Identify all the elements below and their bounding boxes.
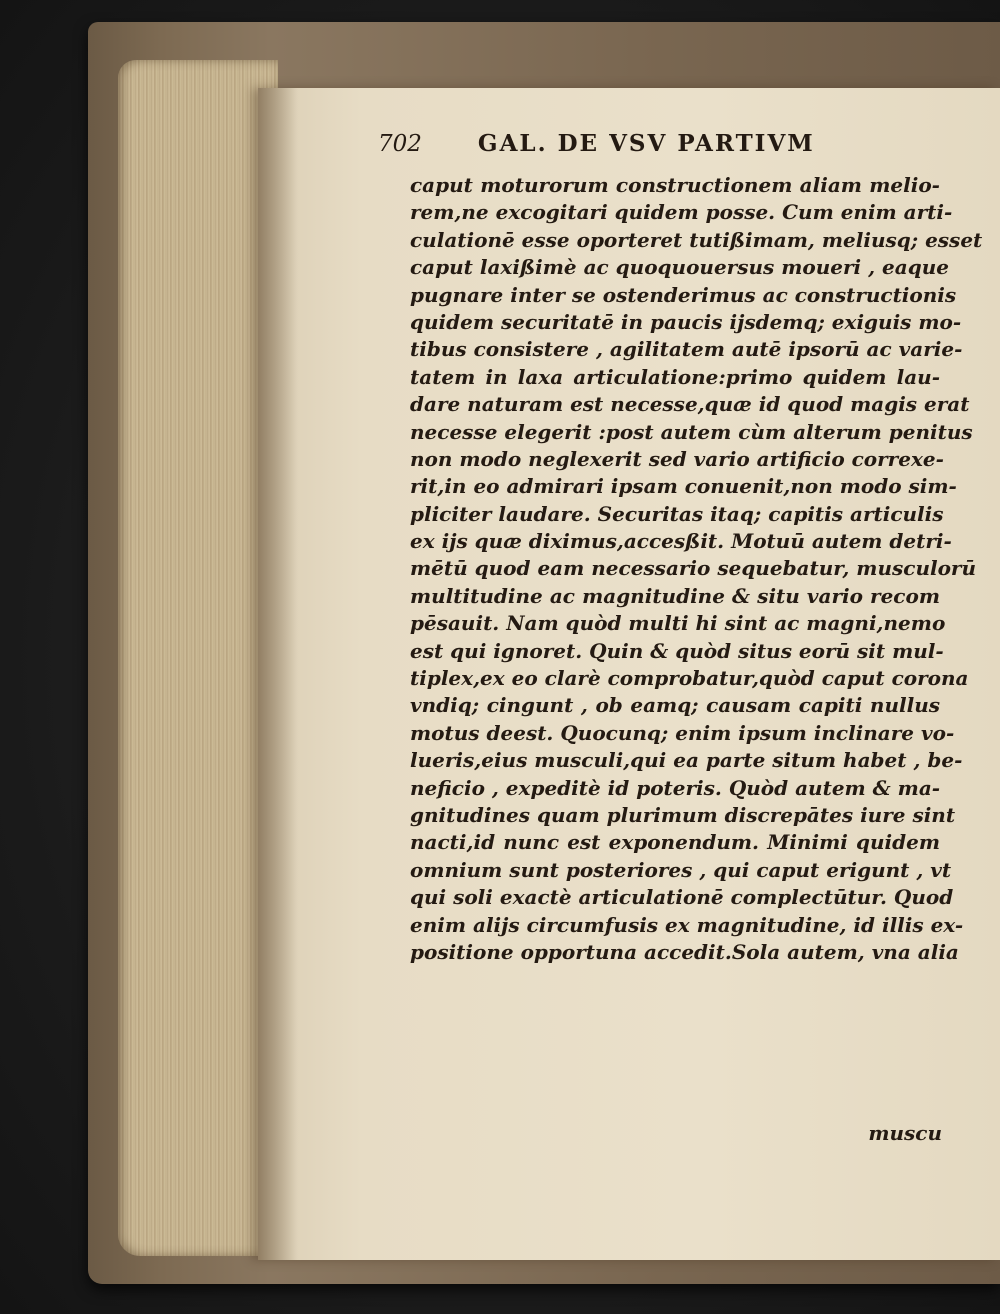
text-line: pliciter laudare. Securitas itaq; capitis articulis	[410, 501, 944, 526]
text-line: est qui ignoret. Quin & quòd situs eorū sit mul-	[410, 638, 944, 663]
text-line: omnium sunt posteriores , qui caput erigunt , vt	[410, 857, 952, 882]
text-line: mētū quod eam necessario sequebatur, musculorū	[410, 556, 976, 581]
text-line: enim alijs circumfusis ex magnitudine, id illis ex-	[410, 912, 964, 937]
text-line: rit,in eo admirari ipsam conuenit,non modo sim-	[410, 474, 957, 499]
page-edges	[118, 60, 278, 1256]
text-line: pugnare inter se ostenderimus ac constructionis	[410, 282, 957, 307]
text-line: ex ijs quæ diximus,accesßit. Motuū autem detri-	[410, 529, 952, 554]
text-line: gnitudines quam plurimum discrepātes iure sint	[410, 802, 956, 827]
text-line: neficio , expeditè id poteris. Quòd autem & ma-	[410, 775, 941, 800]
text-line: rem,ne excogitari quidem posse. Cum enim arti-	[410, 200, 953, 225]
text-line: qui soli exactè articulationē complectūtur. Quod	[410, 885, 954, 910]
text-line: caput laxißimè ac quoquouersus moueri , eaque	[410, 255, 949, 280]
text-line: vndiq; cingunt , ob eamq; causam capiti nullus	[410, 693, 940, 718]
text-line: quidem securitatē in paucis ijsdemq; exiguis mo-	[410, 309, 962, 334]
text-line: pēsauit. Nam quòd multi hi sint ac magni,nemo	[410, 611, 946, 636]
text-line: nacti,id nunc est exponendum. Minimi quidem	[410, 830, 940, 855]
text-line: tatem in laxa articulatione:primo quidem lau-	[410, 364, 940, 389]
body-text	[410, 172, 983, 966]
page-text-area	[258, 88, 1000, 1260]
catchword: muscu	[868, 1121, 942, 1145]
text-line: tiplex,ex eo clarè comprobatur,quòd caput corona	[410, 666, 969, 691]
text-line: tibus consistere , agilitatem autē ipsorū ac varie-	[410, 337, 963, 362]
text-line: necesse elegerit :post autem cùm alterum penitus	[410, 419, 973, 444]
book-page	[258, 88, 1000, 1260]
text-line: lueris,eius musculi,qui ea parte situm habet , be-	[410, 748, 963, 773]
running-title: GAL. DE VSV PARTIVM	[477, 130, 815, 157]
text-line: dare naturam est necesse,quæ id quod magis erat	[410, 392, 970, 417]
text-line: multitudine ac magnitudine & situ vario recom	[410, 583, 940, 608]
text-line: positione opportuna accedit.Sola autem, vna alia	[410, 939, 959, 964]
page-number: 702	[378, 131, 422, 157]
text-line: motus deest. Quocunq; enim ipsum inclinare vo-	[410, 720, 955, 745]
text-line: culationē esse oporteret tutißimam, meliusq; esset	[410, 227, 983, 252]
running-head	[378, 130, 815, 157]
text-line: non modo neglexerit sed vario artificio correxe-	[410, 446, 944, 471]
text-line: caput moturorum constructionem aliam melio-	[410, 173, 940, 197]
